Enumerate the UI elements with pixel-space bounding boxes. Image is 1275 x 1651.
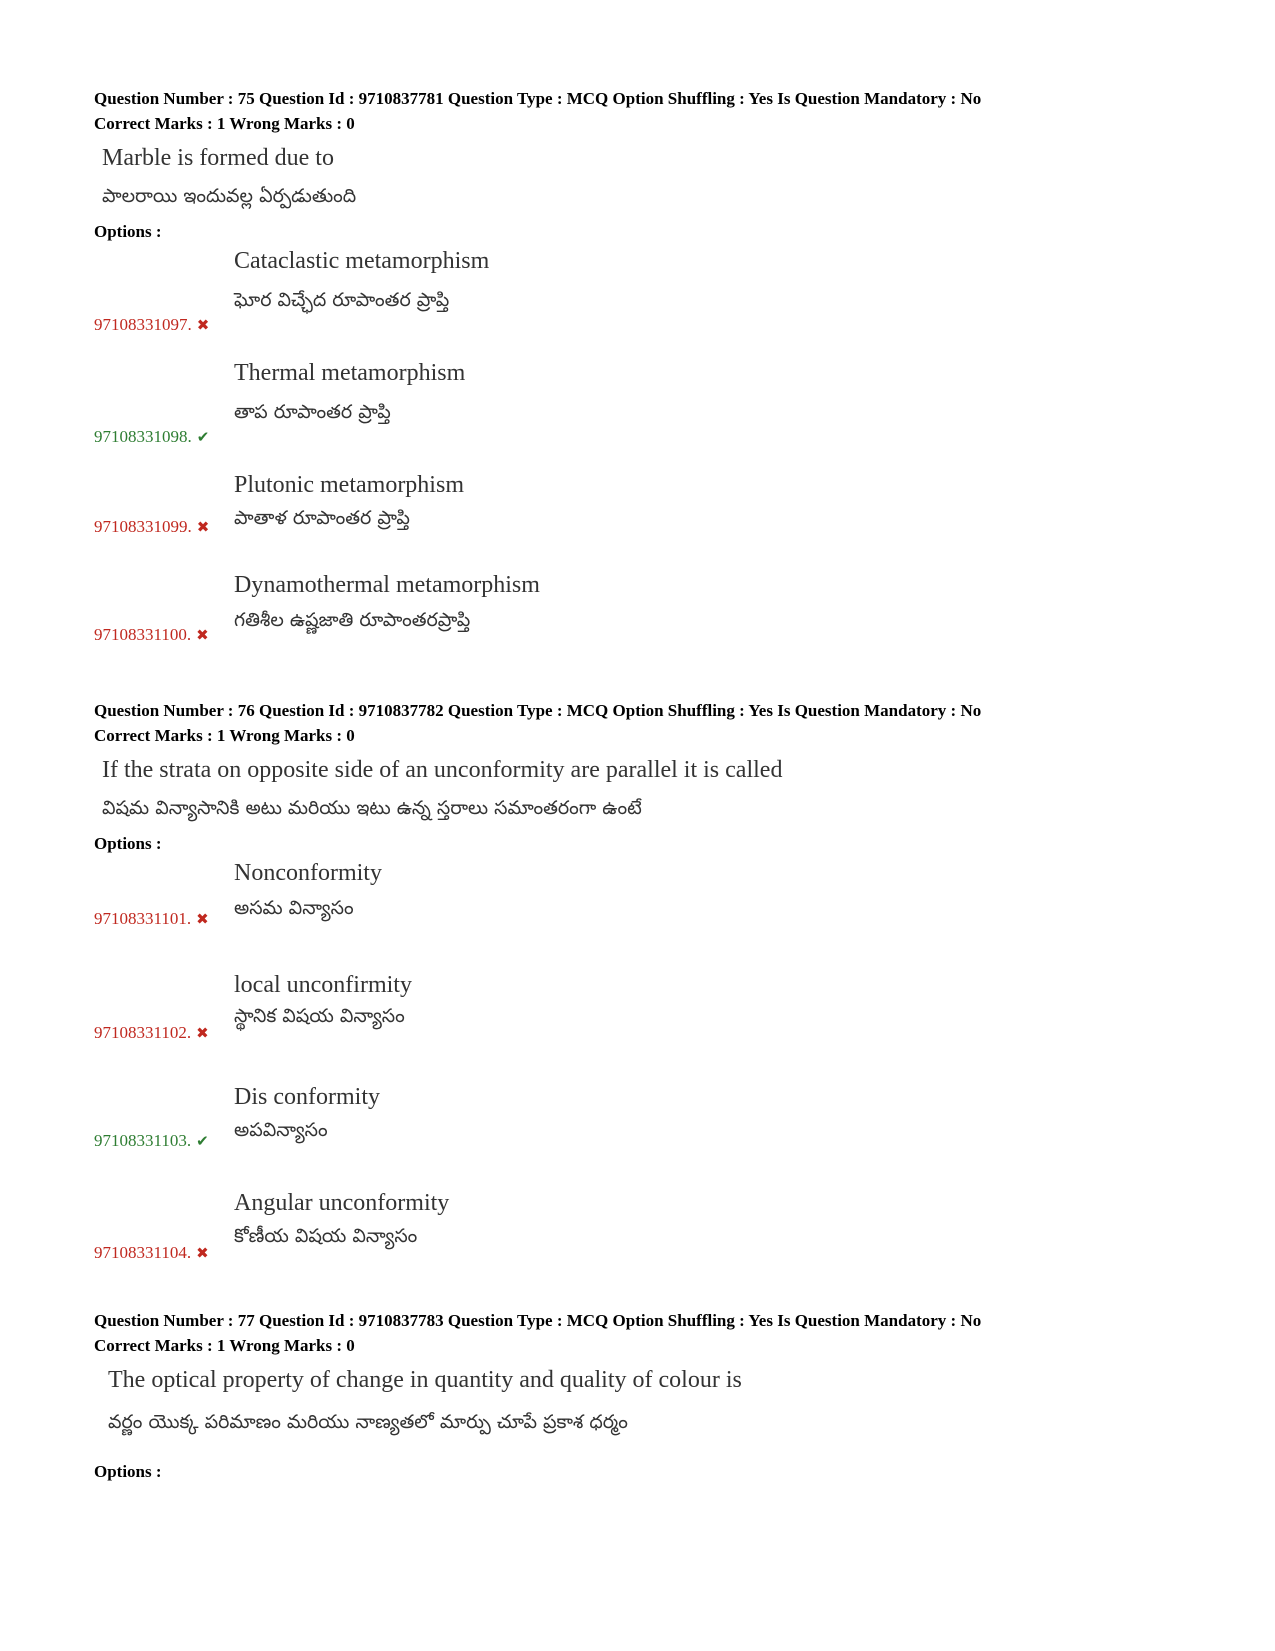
option-text-te: అపవిన్యాసం [234, 1119, 328, 1141]
option-text-te: కోణీయ విషయ విన్యాసం [234, 1225, 418, 1247]
cross-icon: ✖ [196, 518, 210, 536]
option-id: 97108331103. ✔ [94, 1131, 209, 1150]
question-stem-te: విషమ విన్యాసానికి అటు మరియు ఇటు ఉన్న స్తరాలు సమాంతరంగా ఉంటే [102, 797, 642, 819]
option-item [94, 244, 1214, 356]
option-text-en: Thermal metamorphism [234, 360, 466, 386]
option-text-en: Angular unconformity [234, 1190, 450, 1216]
option-item [94, 1080, 1214, 1186]
option-id: 97108331104. ✖ [94, 1243, 209, 1262]
option-item [94, 568, 1214, 680]
question-block-77 [94, 1308, 1214, 1484]
question-marks: Correct Marks : 1 Wrong Marks : 0 [94, 726, 355, 745]
option-id: 97108331099. ✖ [94, 517, 210, 536]
option-id: 97108331097. ✖ [94, 315, 210, 334]
check-icon: ✔ [196, 1132, 209, 1150]
question-stem-te: వర్ణం యొక్క పరిమాణం మరియు నాణ్యతలో మార్పు చూపే ప్రకాశ ధర్మం [108, 1411, 628, 1433]
option-text-te: అసమ విన్యాసం [234, 897, 354, 919]
option-item [94, 1186, 1214, 1298]
option-id: 97108331098. ✔ [94, 427, 210, 446]
cross-icon: ✖ [196, 626, 209, 644]
option-id: 97108331101. ✖ [94, 909, 209, 928]
question-stem-te: పాలరాయి ఇందువల్ల ఏర్పడుతుంది [102, 185, 357, 207]
options-label: Options : [94, 834, 162, 853]
question-stem-en: If the strata on opposite side of an unconformity are parallel it is called [102, 757, 783, 783]
option-item [94, 968, 1214, 1080]
option-item [94, 468, 1214, 568]
option-text-te: స్థానిక విషయ విన్యాసం [234, 1005, 405, 1027]
option-text-en: Dynamothermal metamorphism [234, 572, 540, 598]
option-text-en: local unconfirmity [234, 972, 412, 998]
option-text-en: Dis conformity [234, 1084, 380, 1110]
option-text-en: Plutonic metamorphism [234, 472, 464, 498]
option-text-en: Nonconformity [234, 860, 382, 886]
cross-icon: ✖ [196, 316, 210, 334]
question-stem-en: The optical property of change in quantity and quality of colour is [108, 1367, 742, 1393]
options-label: Options : [94, 222, 162, 241]
option-text-te: ఘోర విచ్ఛేద రూపాంతర ప్రాప్తి [234, 289, 450, 311]
option-text-en: Cataclastic metamorphism [234, 248, 490, 274]
check-icon: ✔ [196, 428, 210, 446]
option-item [94, 356, 1214, 468]
cross-icon: ✖ [196, 910, 209, 928]
question-block-76 [94, 698, 1214, 1298]
question-meta: Question Number : 77 Question Id : 9710837783 Question Type : MCQ Option Shuffling : Yes Is Question Mandatory : No [94, 1311, 982, 1330]
cross-icon: ✖ [196, 1024, 209, 1042]
question-marks: Correct Marks : 1 Wrong Marks : 0 [94, 1336, 355, 1355]
option-text-te: పాతాళ రూపాంతర ప్రాప్తి [234, 507, 410, 529]
option-id: 97108331100. ✖ [94, 625, 209, 644]
option-item [94, 856, 1214, 968]
question-marks: Correct Marks : 1 Wrong Marks : 0 [94, 114, 355, 133]
question-block-75 [94, 86, 1214, 680]
question-stem-en: Marble is formed due to [102, 145, 334, 171]
cross-icon: ✖ [196, 1244, 209, 1262]
option-id: 97108331102. ✖ [94, 1023, 209, 1042]
option-text-te: గతిశీల ఉష్ణజాతి రూపాంతరప్రాప్తి [234, 609, 471, 631]
question-meta: Question Number : 76 Question Id : 9710837782 Question Type : MCQ Option Shuffling : Yes Is Question Mandatory : No [94, 701, 982, 720]
question-meta: Question Number : 75 Question Id : 9710837781 Question Type : MCQ Option Shuffling : Yes Is Question Mandatory : No [94, 89, 982, 108]
option-text-te: తాప రూపాంతర ప్రాప్తి [234, 401, 391, 423]
options-label: Options : [94, 1462, 162, 1481]
